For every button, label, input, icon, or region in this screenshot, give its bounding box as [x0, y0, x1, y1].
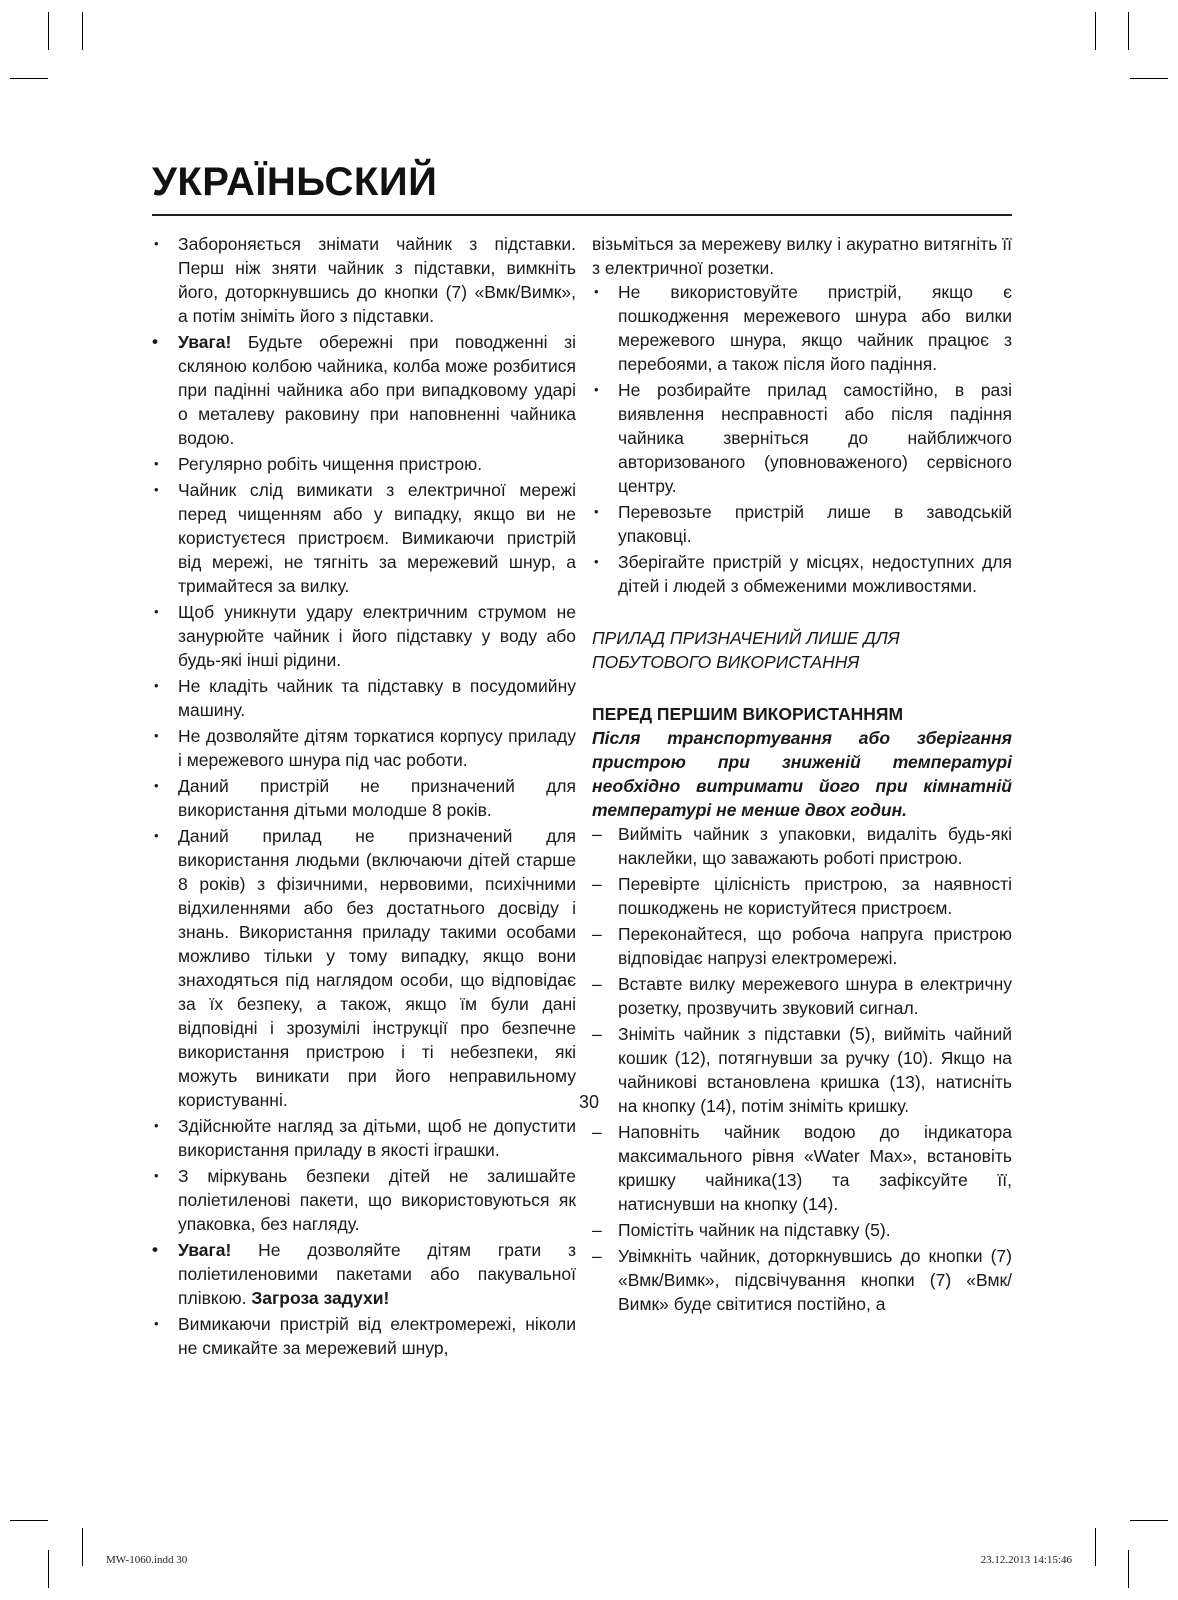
- bold-text: Увага!: [178, 332, 232, 352]
- item-text: Даний прилад не призначений для використання людьми (включаючи дітей старше 8 років) з фізичними, нервовими, психічними відхиленнями або без достатнього досвіду і знань. Використання приладу такими особами можливо тільки у тому випадку, якщо вони знаходяться під наглядом особи, що відповідає за їх безпеку, а також, якщо їм були дані відповідні і зрозумілі інструкції про безпечне використання пристрою і ті небезпеки, які можуть виникати при його неправильному користуванні.: [178, 826, 576, 1110]
- page-title: УКРАЇНЬСКИЙ: [152, 160, 438, 204]
- safety-list: [152, 232, 576, 1360]
- step-item: [592, 1120, 1012, 1216]
- list-item: [152, 824, 576, 1112]
- step-item: [592, 922, 1012, 970]
- item-text: Не дозволяйте дітям грати з поліетиленовими пакетами або пакувальної плівкою.: [178, 1240, 576, 1308]
- list-item: [152, 600, 576, 672]
- crop-mark: [10, 1520, 48, 1521]
- list-item: [152, 724, 576, 772]
- step-item: [592, 972, 1012, 1020]
- crop-mark: [48, 12, 49, 50]
- item-text: Не дозволяйте дітям торкатися корпусу приладу і мережевого шнура під час роботи.: [178, 726, 576, 770]
- list-item: [152, 478, 576, 598]
- crop-mark: [82, 12, 83, 50]
- list-item: [592, 500, 1012, 548]
- dash-marker: –: [592, 874, 602, 894]
- item-text: Перевозьте пристрій лише в заводській упаковці.: [618, 502, 1012, 546]
- item-text: Не розбирайте прилад самостійно, в разі виявлення несправності або після падіння чайника зверніться до найближчого авторизованого (уповноваженого) сервісного центру.: [618, 380, 1012, 496]
- bullet-marker: •: [154, 1316, 159, 1331]
- bullet-marker: •: [594, 554, 599, 569]
- bullet-marker: •: [152, 332, 158, 351]
- step-text: Переконайтеся, що робоча напруга пристрою відповідає напрузі електромережі.: [618, 924, 1012, 968]
- dash-marker: –: [592, 1246, 602, 1266]
- item-text: Забороняється знімати чайник з підставки. Перш ніж зняти чайник з підставки, вимкніть його, доторкнувшись до кнопки (7) «Вмк/Вимк», а потім зніміть його з підставки.: [178, 234, 576, 326]
- item-text: Здійснюйте нагляд за дітьми, щоб не допустити використання приладу в якості іграшки.: [178, 1116, 576, 1160]
- header-rule: [152, 214, 1012, 216]
- dash-marker: –: [592, 1220, 602, 1240]
- item-text: Будьте обережні при поводженні зі скляною колбою чайника, колба може розбитися при падінні чайника або при випадковому ударі о металеву раковину при наповненні чайника водою.: [178, 332, 576, 448]
- first-use-steps: [592, 822, 1012, 1316]
- list-item: [152, 1312, 576, 1360]
- household-use-note: [592, 626, 1012, 674]
- continued-text: візьміться за мережеву вилку і акуратно витягніть її з електричної розетки.: [592, 234, 1012, 278]
- bullet-marker: •: [154, 1118, 159, 1133]
- step-item: [592, 872, 1012, 920]
- list-item: [152, 674, 576, 722]
- bullet-marker: •: [154, 482, 159, 497]
- list-item: [152, 1238, 576, 1310]
- left-column: [152, 232, 576, 1362]
- bold-text: Загроза задухи!: [251, 1288, 390, 1308]
- item-text: Щоб уникнути удару електричним струмом не занурюйте чайник і його підставку у воду або будь-які інші рідини.: [178, 602, 576, 670]
- item-text: Регулярно робіть чищення пристрою.: [178, 454, 483, 474]
- step-text: Зніміть чайник з підставки (5), вийміть чайний кошик (12), потягнувши за ручку (10). Якщо на чайникові встановлена кришка (13), натисніть на кнопку (14), потім зніміть кришку.: [618, 1024, 1012, 1116]
- bullet-marker: •: [154, 236, 159, 251]
- list-item: [152, 774, 576, 822]
- step-item: [592, 1244, 1012, 1316]
- crop-mark: [1130, 1520, 1168, 1521]
- step-item: [592, 1218, 1012, 1242]
- item-text: Не використовуйте пристрій, якщо є пошкодження мережевого шнура або вилки мережевого шнура, якщо чайник працює з перебоями, а також після його падіння.: [618, 282, 1012, 374]
- list-item: [152, 452, 576, 476]
- list-item: [152, 330, 576, 450]
- crop-mark: [1095, 12, 1096, 50]
- dash-marker: –: [592, 824, 602, 844]
- crop-mark: [82, 1528, 83, 1566]
- item-text: З міркувань безпеки дітей не залишайте поліетиленові пакети, що використовуються як упаковка, без нагляду.: [178, 1166, 576, 1234]
- step-text: Наповніть чайник водою до індикатора максимального рівня «Water Max», встановіть кришку чайника(13) та зафіксуйте її, натиснувши на кнопку (14).: [618, 1122, 1012, 1214]
- crop-mark: [1130, 78, 1168, 79]
- bullet-marker: •: [154, 728, 159, 743]
- crop-mark: [48, 1550, 49, 1588]
- bullet-marker: •: [594, 284, 599, 299]
- crop-mark: [1095, 1528, 1096, 1566]
- step-text: Вийміть чайник з упаковки, видаліть будь-які наклейки, що заважають роботі пристрою.: [618, 824, 1012, 868]
- safety-list-continued: [592, 280, 1012, 598]
- crop-mark: [10, 78, 48, 79]
- step-text: Помістіть чайник на підставку (5).: [618, 1220, 891, 1240]
- list-item: [152, 1114, 576, 1162]
- footer-file-info: MW-1060.indd 30: [106, 1554, 188, 1566]
- bullet-marker: •: [594, 504, 599, 519]
- dash-marker: –: [592, 974, 602, 994]
- bullet-marker: •: [154, 1168, 159, 1183]
- bullet-marker: •: [152, 1240, 158, 1259]
- section-title: ПЕРЕД ПЕРШИМ ВИКОРИСТАННЯМ: [592, 704, 904, 724]
- dash-marker: –: [592, 1024, 602, 1044]
- step-text: Перевірте цілісність пристрою, за наявності пошкоджень не користуйтеся пристроєм.: [618, 874, 1012, 918]
- step-text: Увімкніть чайник, доторкнувшись до кнопки (7) «Вмк/Вимк», підсвічування кнопки (7) «Вмк/Вимк» буде світитися постійно, а: [618, 1246, 1012, 1314]
- note-line-1: ПРИЛАД ПРИЗНАЧЕНИЙ ЛИШЕ ДЛЯ: [592, 628, 900, 648]
- list-item: [592, 280, 1012, 376]
- list-item: [592, 378, 1012, 498]
- bold-text: Увага!: [178, 1240, 232, 1260]
- step-item: [592, 822, 1012, 870]
- item-text: Не кладіть чайник та підставку в посудомийну машину.: [178, 676, 576, 720]
- list-item: [152, 1164, 576, 1236]
- bullet-marker: •: [154, 778, 159, 793]
- bullet-marker: •: [154, 828, 159, 843]
- crop-mark: [1128, 1550, 1129, 1588]
- list-item: [152, 232, 576, 328]
- bullet-marker: •: [154, 604, 159, 619]
- item-text: Зберігайте пристрій у місцях, недоступних для дітей і людей з обмеженими можливостями.: [618, 552, 1012, 596]
- right-column: [592, 232, 1012, 1318]
- bullet-marker: •: [154, 456, 159, 471]
- footer-timestamp: 23.12.2013 14:15:46: [980, 1554, 1072, 1566]
- item-text: Вимикаючи пристрій від електромережі, ніколи не смикайте за мережевий шнур,: [178, 1314, 576, 1358]
- page-number: 30: [578, 1092, 600, 1112]
- item-text: Даний пристрій не призначений для використання дітьми молодше 8 років.: [178, 776, 576, 820]
- bullet-marker: •: [594, 382, 599, 397]
- step-text: Вставте вилку мережевого шнура в електричну розетку, прозвучить звуковий сигнал.: [618, 974, 1012, 1018]
- bullet-marker: •: [154, 678, 159, 693]
- list-item: [592, 550, 1012, 598]
- note-line-2: ПОБУТОВОГО ВИКОРИСТАННЯ: [592, 652, 860, 672]
- dash-marker: –: [592, 924, 602, 944]
- item-text: Чайник слід вимикати з електричної мережі перед чищенням або у випадку, якщо ви не користуєтеся пристроєм. Вимикаючи пристрій від мережі, не тягніть за мережевий шнур, а тримайтеся за вилку.: [178, 480, 576, 596]
- crop-mark: [1128, 12, 1129, 50]
- page-header: [152, 160, 1012, 216]
- dash-marker: –: [592, 1122, 602, 1142]
- section-intro: Після транспортування або зберігання пристрою при зниженій температурі необхідно витримати його при кімнатній температурі не менше двох годин.: [592, 728, 1012, 820]
